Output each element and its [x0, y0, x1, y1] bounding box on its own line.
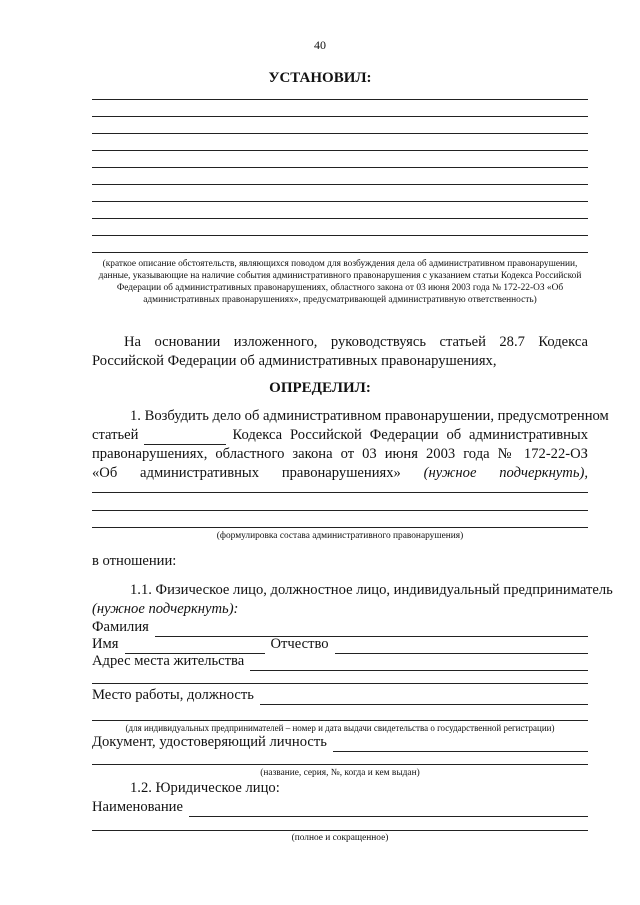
blank-line[interactable] [92, 252, 588, 253]
blank-line[interactable] [92, 527, 588, 528]
blank-line[interactable] [92, 830, 588, 831]
blank-line[interactable] [92, 133, 588, 134]
underline-note: (нужное подчеркнуть): [92, 601, 239, 617]
address-field[interactable] [250, 656, 588, 671]
blank-line[interactable] [92, 218, 588, 219]
address-row [92, 652, 588, 671]
blank-line[interactable] [92, 116, 588, 117]
item1-article-prefix: статьей [92, 427, 139, 443]
item1-word: административных [140, 465, 260, 481]
caption-full-short: (полное и сокращенное) [291, 833, 389, 843]
patronymic-label: Отчество [270, 636, 329, 652]
page-number: 40 [314, 38, 326, 52]
caption-entrepreneur: (для индивидуальных предпринимателей – номер и дата выдачи свидетельства о государственной регистрации) [125, 723, 555, 733]
item1-line4 [92, 464, 588, 483]
document-field[interactable] [333, 737, 588, 752]
basis-paragraph: На основании изложенного, руководствуясь статьей 28.7 Кодекса Российской Федерации об административных правонарушениях, [92, 334, 588, 369]
work-label: Место работы, должность [92, 687, 254, 703]
address-label: Адрес места жительства [92, 653, 245, 669]
blank-line[interactable] [92, 167, 588, 168]
blank-line[interactable] [92, 683, 588, 684]
item1-article-suffix: Кодекса Российской Федерации об административных [232, 427, 588, 443]
item1-line2 [92, 426, 588, 445]
work-field[interactable] [260, 690, 588, 705]
caption-offense: (формулировка состава административного правонарушения) [216, 531, 464, 541]
article-number-field[interactable] [144, 432, 226, 445]
heading-established: УСТАНОВИЛ: [268, 70, 372, 86]
blank-line[interactable] [92, 99, 588, 100]
item1-line3: правонарушениях, областного закона от 03 июня 2003 года № 172-22-ОЗ [92, 446, 588, 462]
document-row [92, 733, 588, 752]
item1-word: подчеркнуть), [499, 465, 588, 481]
heading-determined: ОПРЕДЕЛИЛ: [269, 380, 371, 396]
blank-line[interactable] [92, 184, 588, 185]
blank-line[interactable] [92, 720, 588, 721]
blank-line[interactable] [92, 510, 588, 511]
document-label: Документ, удостоверяющий личность [92, 734, 327, 750]
item1-line1: 1. Возбудить дело об административном правонарушении, предусмотренном [130, 408, 609, 424]
in-relation-label: в отношении: [92, 553, 177, 569]
work-row [92, 686, 588, 705]
org-name-field[interactable] [189, 802, 588, 817]
item1-word: (нужное [423, 465, 477, 481]
surname-label: Фамилия [92, 619, 149, 635]
blank-line[interactable] [92, 201, 588, 202]
item1-word: правонарушениях» [281, 465, 401, 481]
name-label: Имя [92, 636, 119, 652]
item-1-1-heading: 1.1. Физическое лицо, должностное лицо, индивидуальный предприниматель [130, 582, 613, 598]
org-name-label: Наименование [92, 799, 183, 815]
item1-word: «Об [92, 465, 118, 481]
blank-line[interactable] [92, 150, 588, 151]
blank-line[interactable] [92, 492, 588, 493]
blank-line[interactable] [92, 764, 588, 765]
caption-circumstances: (краткое описание обстоятельств, являющихся поводом для возбуждения дела об административном правонарушении, данные, указывающие на наличие события административного правонарушения с указанием статьи Кодекса Российской Федерации об административных правонарушениях, областного закона от 03 июня 2003 года № 172-22-ОЗ «Об административных правонарушениях», предусматривающей административную ответственность) [98, 259, 582, 305]
blank-line[interactable] [92, 235, 588, 236]
item-1-2-heading: 1.2. Юридическое лицо: [130, 780, 280, 796]
caption-document: (название, серия, №, когда и кем выдан) [260, 768, 420, 778]
org-name-row [92, 798, 588, 817]
